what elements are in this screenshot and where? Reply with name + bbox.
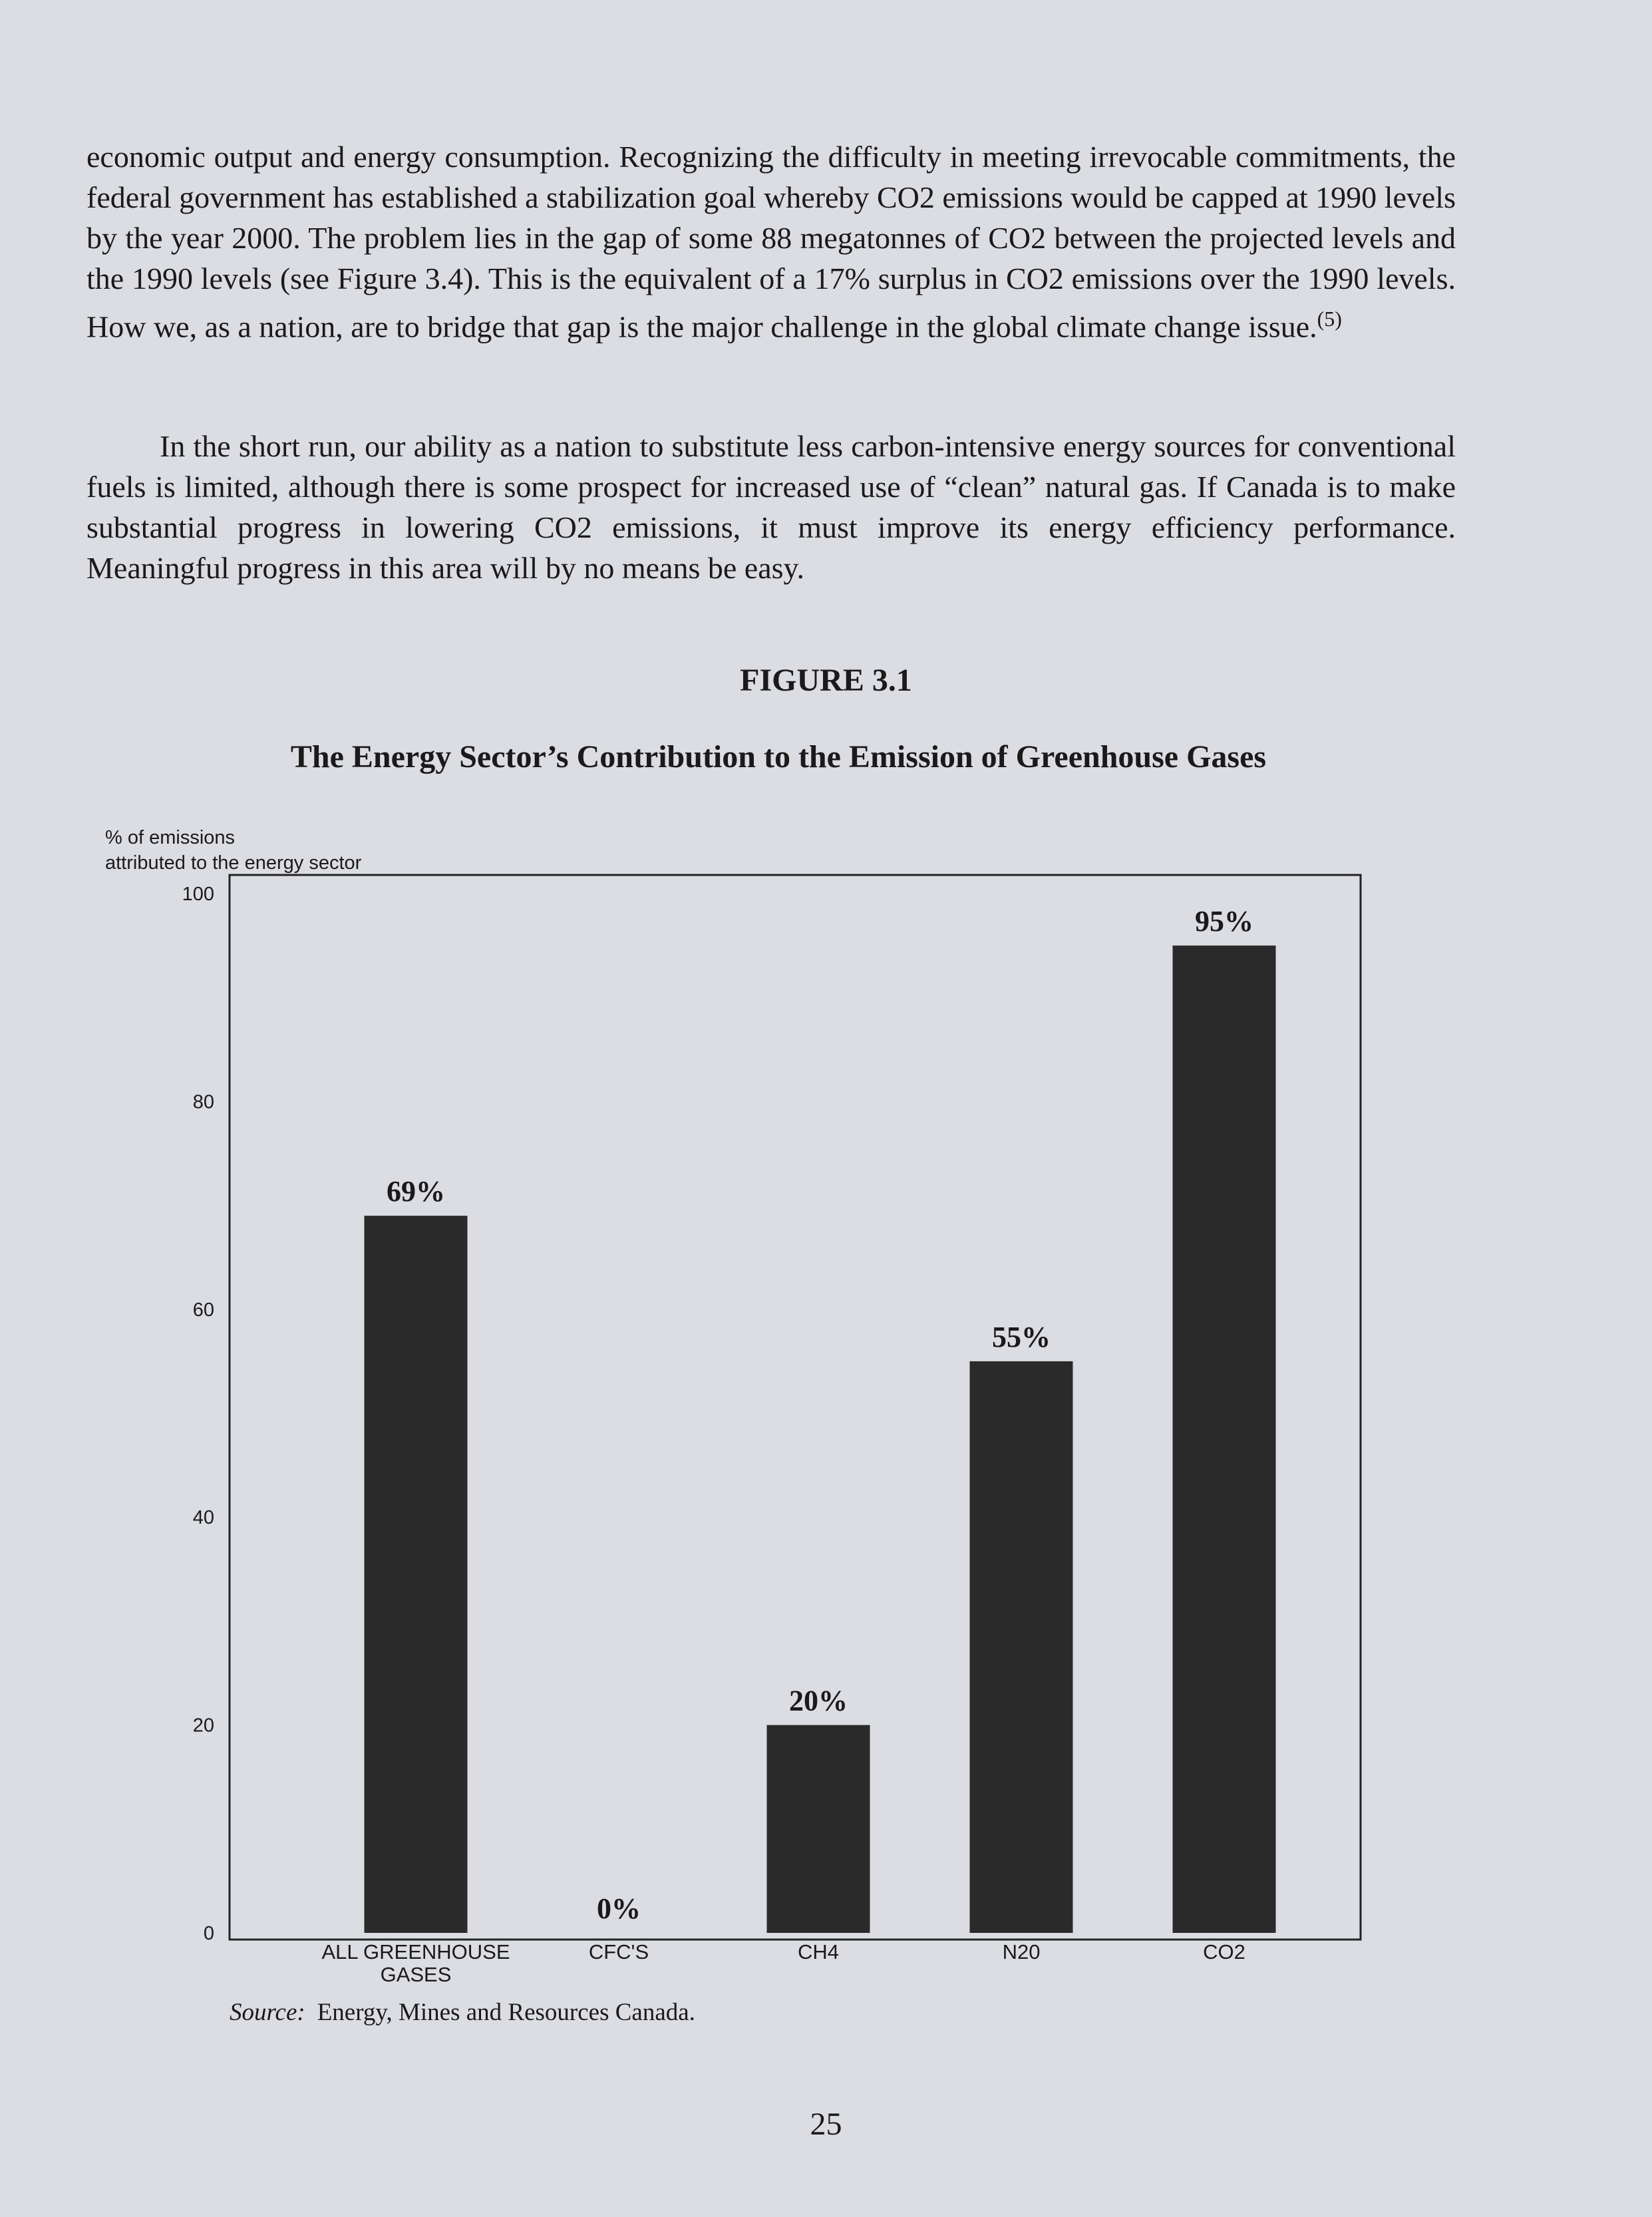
source-text: Energy, Mines and Resources Canada.: [317, 1999, 695, 2026]
category-label: GASES: [380, 1963, 452, 1986]
bar-1: [365, 1216, 468, 1933]
category-label: CFC'S: [588, 1940, 649, 1963]
value-label: 55%: [992, 1320, 1051, 1353]
figure-source: [230, 1998, 695, 2027]
category-labels: [321, 1940, 1245, 1986]
category-label: N20: [1002, 1940, 1041, 1963]
y-tick-label: 40: [192, 1507, 214, 1529]
bar-3: [767, 1725, 870, 1933]
category-label: CH4: [797, 1940, 840, 1963]
bars: [365, 945, 1276, 1933]
category-label: CO2: [1203, 1940, 1245, 1963]
y-tick-label: 100: [182, 884, 214, 905]
value-label: 69%: [387, 1175, 445, 1208]
value-label: 95%: [1195, 905, 1253, 938]
y-axis-caption-line-2: attributed to the energy sector: [105, 852, 362, 874]
footnote-marker: (5): [1317, 307, 1342, 331]
bar-5: [1173, 945, 1276, 1933]
source-label: Source:: [230, 1999, 305, 2026]
paragraph-1-text: economic output and energy consumption. Recognizing the difficulty in meeting irrevocable commitments, the federal government has established a stabilization goal whereby CO2 emissions would be capped at 1990 levels by the year 2000. The problem lies in the gap of some 88 megatonnes of CO2 between the projected levels and the 1990 levels (see Figure 3.4). This is the equivalent of a 17% surplus in CO2 emissions over the 1990 levels. How we, as a nation, are to bridge that gap is the major challenge in the global climate change issue.: [86, 140, 1456, 344]
category-label: ALL GREENHOUSE: [321, 1940, 510, 1963]
figure-label: FIGURE 3.1: [740, 663, 912, 698]
body-paragraph-2: In the short run, our ability as a nation to substitute less carbon-intensive energy sources for conventional fuels is limited, although there is some prospect for increased use of “clean” natural gas. If Canada is to make substantial progress in lowering CO2 emissions, it must improve its energy efficiency performance. Meaningful progress in this area will by no means be easy.: [86, 429, 1456, 585]
page-number: 25: [810, 2107, 842, 2142]
bar-4: [970, 1361, 1073, 1933]
y-axis-caption-line-1: % of emissions: [105, 827, 236, 848]
chart-title: The Energy Sector’s Contribution to the Emission of Greenhouse Gases: [290, 739, 1267, 774]
value-label: 20%: [789, 1684, 848, 1717]
y-axis-ticks: [182, 884, 214, 1944]
y-tick-label: 60: [192, 1299, 214, 1321]
y-tick-label: 80: [192, 1091, 214, 1113]
value-label: 0%: [597, 1892, 641, 1925]
y-tick-label: 0: [203, 1923, 214, 1944]
y-tick-label: 20: [192, 1715, 214, 1737]
